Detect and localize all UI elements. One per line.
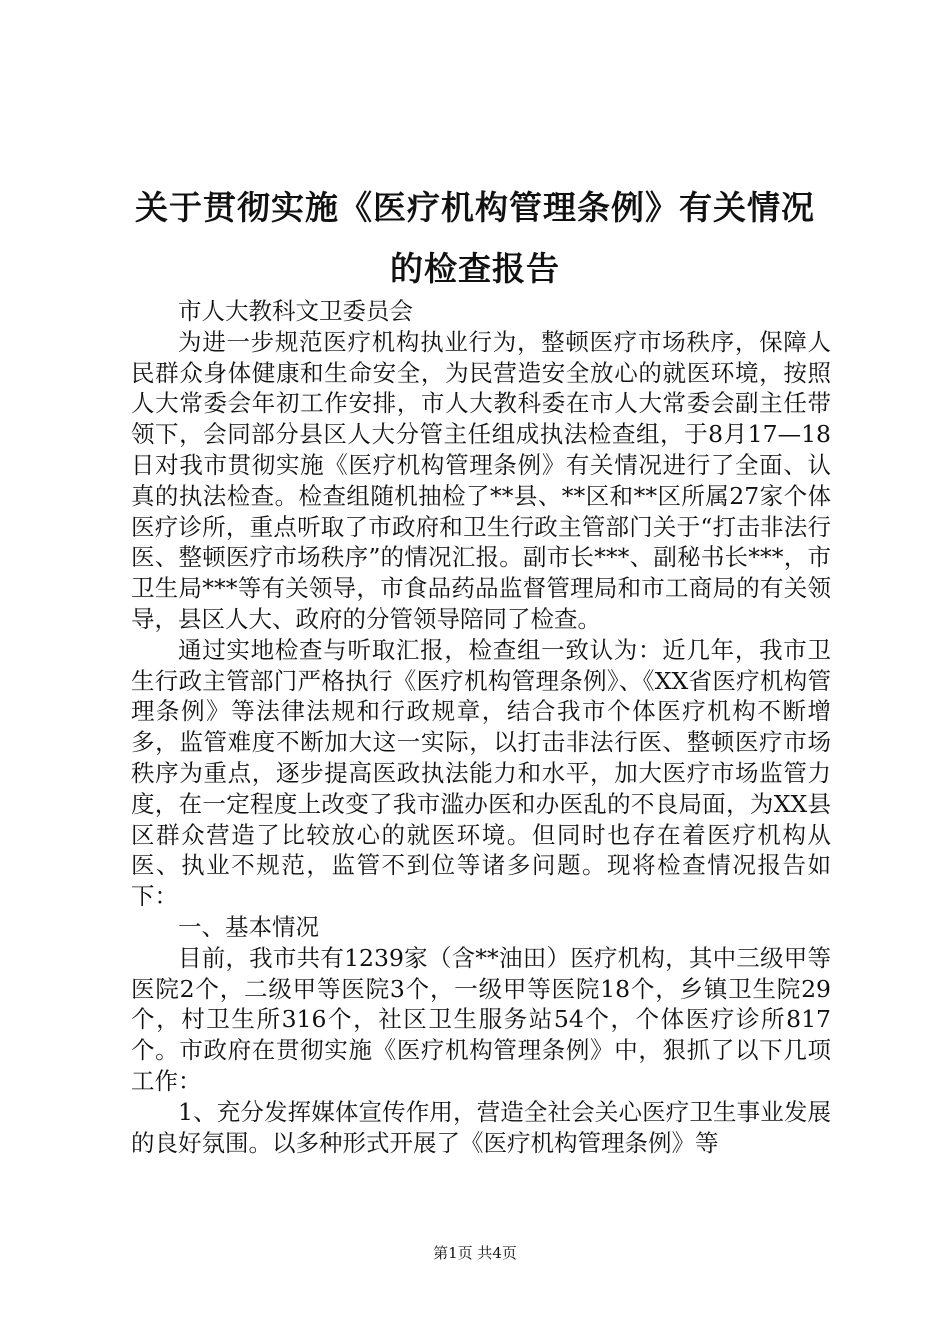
body-paragraph: 1、充分发挥媒体宣传作用，营造全社会关心医疗卫生事业发展的良好氛围。以多种形式开展了《医疗机构管理条例》等 [131, 1097, 831, 1157]
document-body [131, 296, 831, 1158]
body-paragraph: 通过实地检查与听取汇报，检查组一致认为：近几年，我市卫生行政主管部门严格执行《医疗机构管理条例》、《XX省医疗机构管理条例》等法律法规和行政规章，结合我市个体医疗机构不断增多，监管难度不断加大这一实际，以打击非法行医、整顿医疗市场秩序为重点，逐步提高医政执法能力和水平，加大医疗市场监管力度，在一定程度上改变了我市滥办医和办医乱的不良局面，为XX县区群众营造了比较放心的就医环境。但同时也存在着医疗机构从医、执业不规范，监管不到位等诸多问题。现将检查情况报告如下： [131, 635, 831, 911]
section-heading: 一、基本情况 [178, 912, 319, 941]
body-paragraph: 为进一步规范医疗机构执业行为，整顿医疗市场秩序，保障人民群众身体健康和生命安全，为民营造安全放心的就医环境，按照人大常委会年初工作安排，市人大教科委在市人大常委会副主任带领下，会同部分县区人大分管主任组成执法检查组，于8月17—18日对我市贯彻实施《医疗机构管理条例》有关情况进行了全面、认真的执法检查。检查组随机抽检了**县、**区和**区所属27家个体医疗诊所，重点听取了市政府和卫生行政主管部门关于“打击非法行医、整顿医疗市场秩序”的情况汇报。副市长***、副秘书长***，市卫生局***等有关领导，市食品药品监督管理局和市工商局的有关领导，县区人大、政府的分管领导陪同了检查。 [131, 327, 831, 633]
body-paragraph: 目前，我市共有1239家（含**油田）医疗机构，其中三级甲等医院2个，二级甲等医院3个，一级甲等医院18个，乡镇卫生院29个，村卫生所316个，社区卫生服务站54个，个体医疗诊所817个。市政府在贯彻实施《医疗机构管理条例》中，狠抓了以下几项工作： [131, 943, 831, 1095]
document-title-line-2: 的检查报告 [390, 249, 560, 288]
addressee: 市人大教科文卫委员会 [178, 297, 413, 325]
page-footer: 第1页 共4页 [433, 1244, 517, 1262]
document-title-line-1: 关于贯彻实施《医疗机构管理条例》有关情况 [135, 188, 815, 227]
